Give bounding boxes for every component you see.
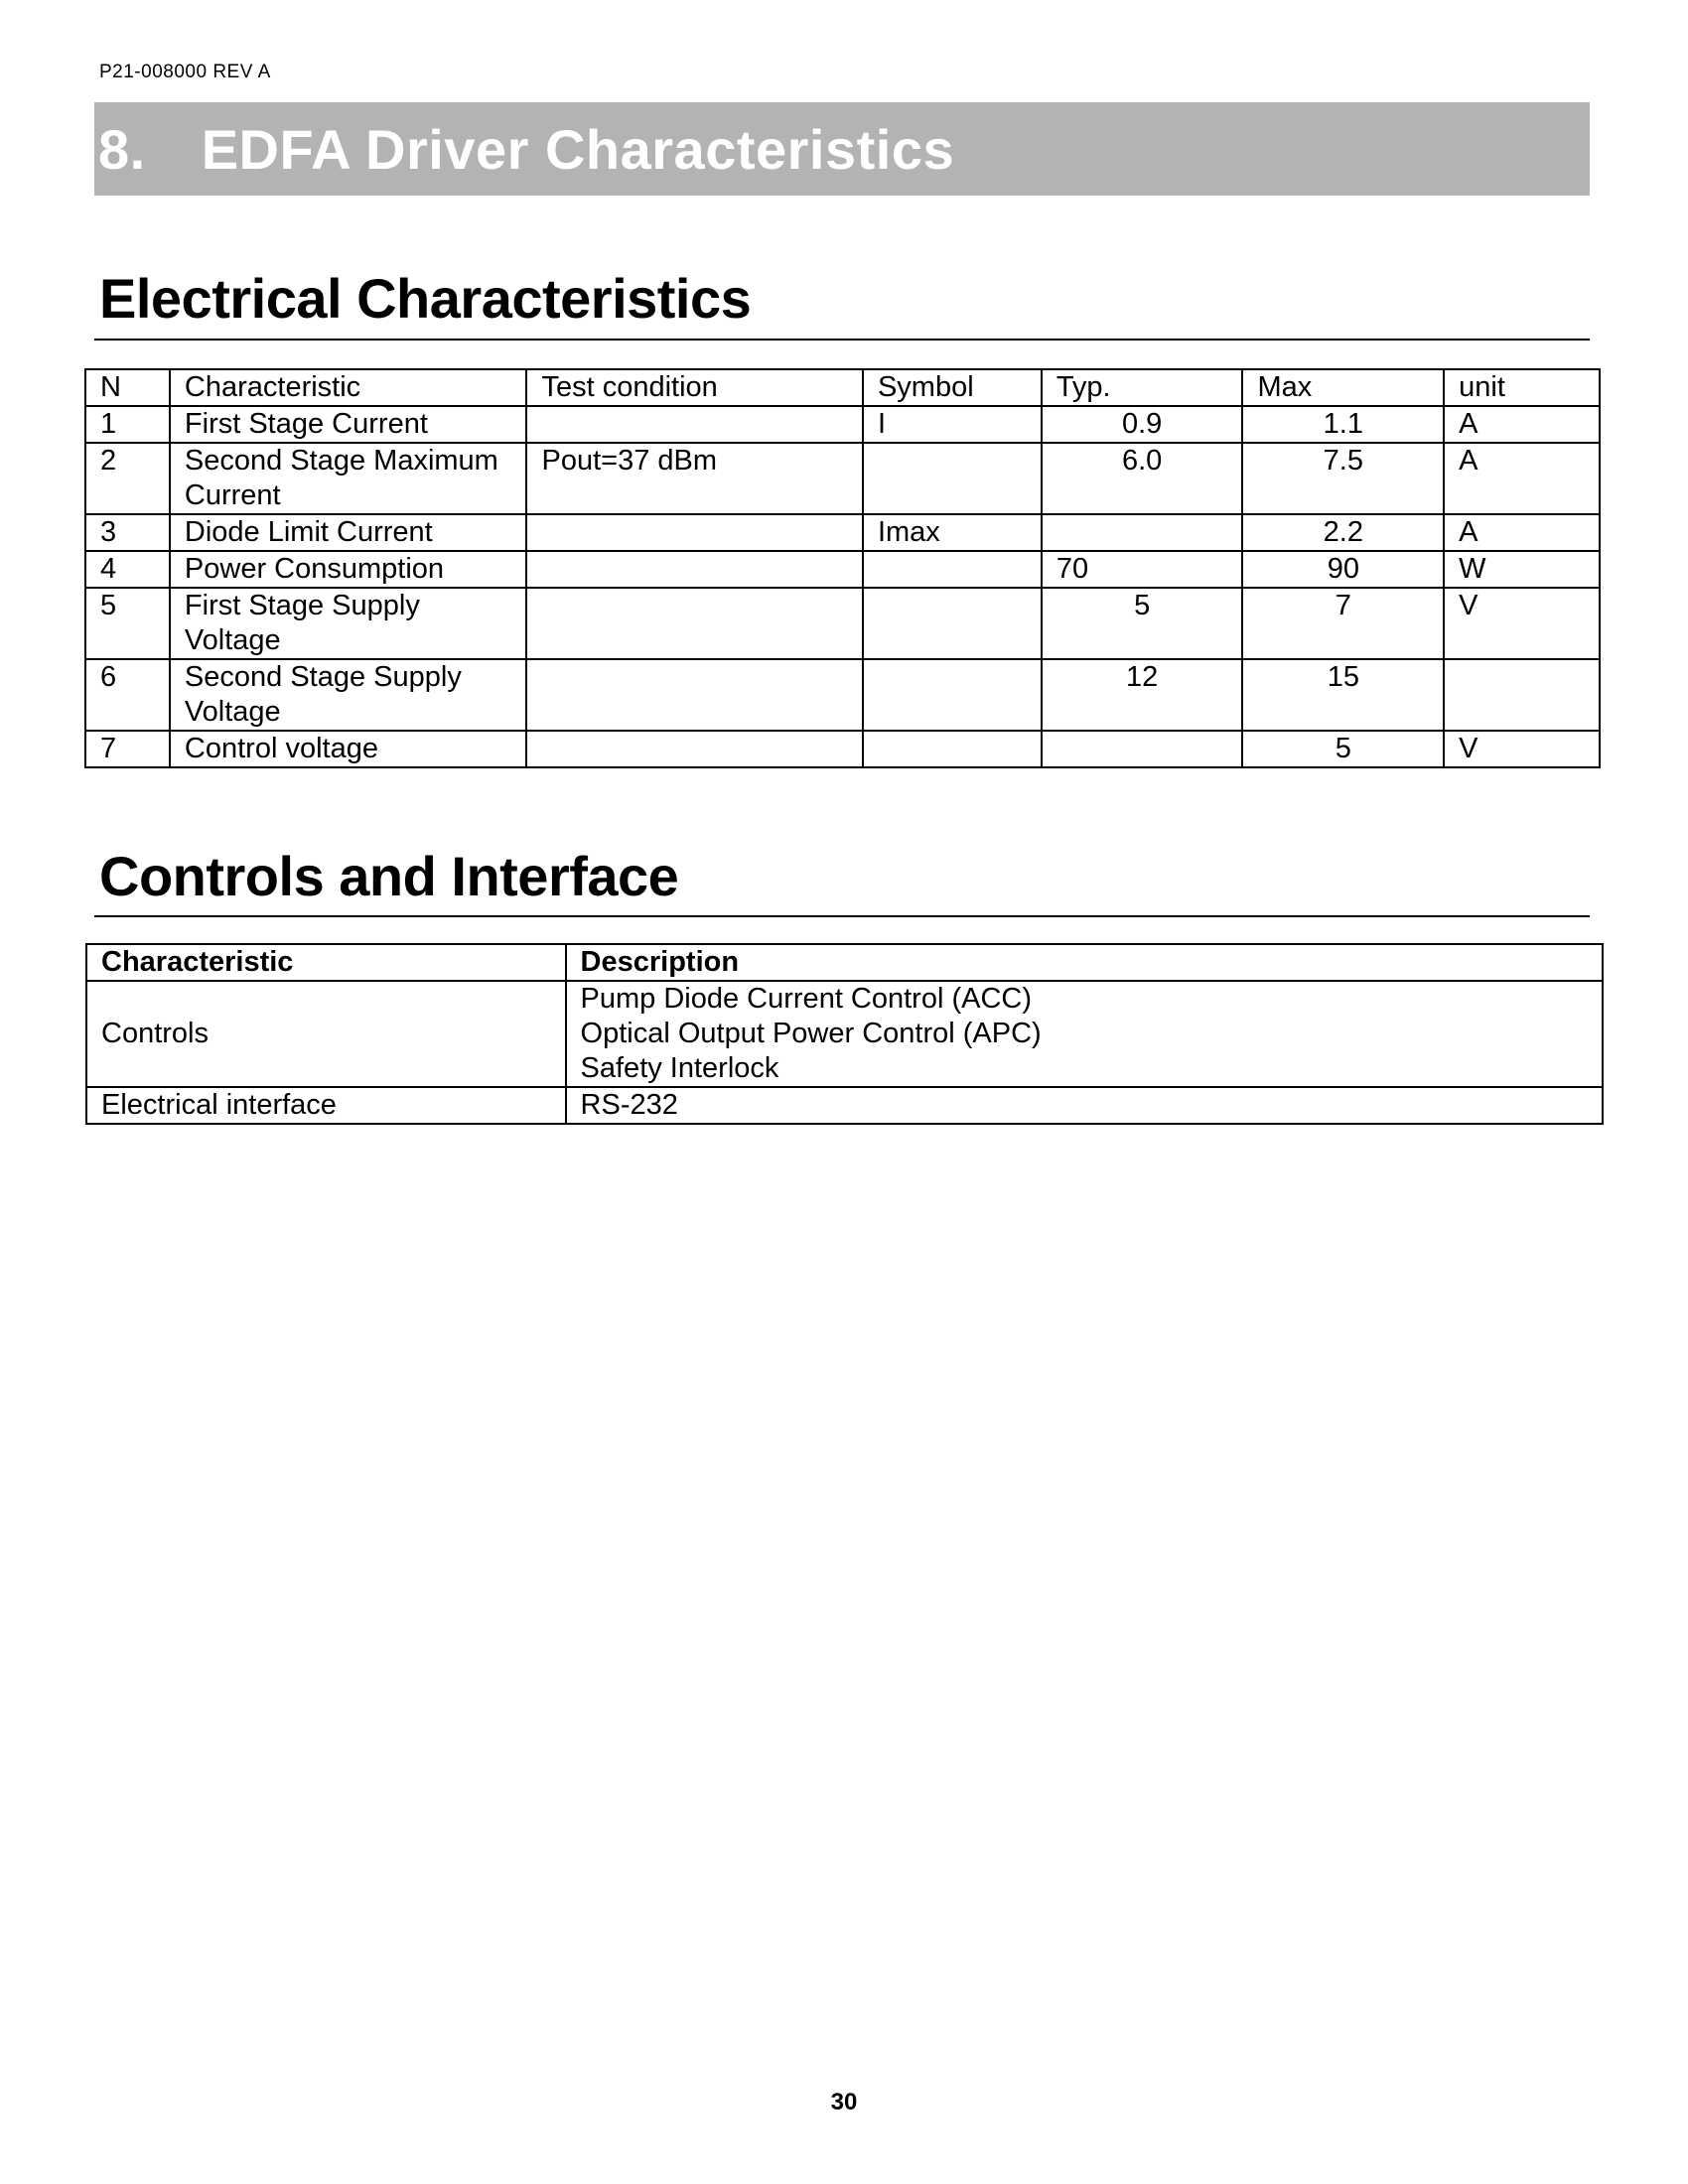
cell-characteristic: First Stage Current	[170, 406, 527, 443]
cell-n: 6	[85, 659, 170, 731]
cell-unit: V	[1444, 588, 1600, 659]
table-row	[85, 406, 1600, 443]
table-row	[86, 1087, 1603, 1124]
column-header: Description	[566, 944, 1603, 981]
cell-n: 2	[85, 443, 170, 514]
cell-test-condition	[526, 731, 862, 767]
cell-typ	[1042, 731, 1243, 767]
description-line: RS-232	[580, 1089, 678, 1121]
electrical-title-rule	[94, 339, 1590, 341]
cell-n: 5	[85, 588, 170, 659]
cell-characteristic: First Stage Supply Voltage	[170, 588, 527, 659]
controls-interface-table	[85, 943, 1604, 1125]
electrical-section-title: Electrical Characteristics	[99, 267, 752, 330]
page-number: 30	[830, 2089, 858, 2116]
cell-characteristic: Diode Limit Current	[170, 514, 527, 551]
document-id: P21-008000 REV A	[99, 62, 271, 82]
cell-n: 1	[85, 406, 170, 443]
column-header: Characteristic	[170, 369, 527, 406]
cell-unit: A	[1444, 443, 1600, 514]
cell-typ: 5	[1042, 588, 1243, 659]
cell-n: 4	[85, 551, 170, 588]
cell-test-condition	[526, 588, 862, 659]
cell-max: 1.1	[1242, 406, 1444, 443]
cell-n: 3	[85, 514, 170, 551]
table-row	[85, 659, 1600, 731]
cell-test-condition	[526, 551, 862, 588]
table-row	[85, 514, 1600, 551]
cell-test-condition	[526, 406, 862, 443]
cell-test-condition	[526, 659, 862, 731]
cell-typ: 0.9	[1042, 406, 1243, 443]
controls-title-rule	[94, 915, 1590, 917]
chapter-title: EDFA Driver Characteristics	[201, 117, 955, 181]
description-line: Optical Output Power Control (APC)	[580, 1018, 1042, 1049]
cell-unit: V	[1444, 731, 1600, 767]
cell-characteristic: Second Stage Supply Voltage	[170, 659, 527, 731]
table-row	[85, 443, 1600, 514]
cell-description	[566, 1087, 1603, 1124]
column-header: Max	[1242, 369, 1444, 406]
column-header: Characteristic	[86, 944, 566, 981]
chapter-banner	[94, 102, 1590, 196]
cell-symbol	[863, 551, 1042, 588]
cell-characteristic: Electrical interface	[86, 1087, 566, 1124]
cell-max: 90	[1242, 551, 1444, 588]
cell-symbol	[863, 588, 1042, 659]
description-line: Pump Diode Current Control (ACC)	[580, 983, 1033, 1015]
column-header: unit	[1444, 369, 1600, 406]
description-line: Safety Interlock	[580, 1052, 779, 1084]
controls-section-title: Controls and Interface	[99, 845, 679, 907]
table-row	[86, 981, 1603, 1087]
column-header: N	[85, 369, 170, 406]
cell-max: 7.5	[1242, 443, 1444, 514]
cell-symbol	[863, 659, 1042, 731]
column-header: Test condition	[526, 369, 862, 406]
cell-symbol	[863, 731, 1042, 767]
cell-unit: A	[1444, 514, 1600, 551]
cell-test-condition: Pout=37 dBm	[526, 443, 862, 514]
table-row	[85, 731, 1600, 767]
cell-characteristic: Second Stage Maximum Current	[170, 443, 527, 514]
cell-unit: W	[1444, 551, 1600, 588]
table-header-row	[86, 944, 1603, 981]
cell-max: 15	[1242, 659, 1444, 731]
cell-unit: A	[1444, 406, 1600, 443]
cell-test-condition	[526, 514, 862, 551]
column-header: Symbol	[863, 369, 1042, 406]
cell-n: 7	[85, 731, 170, 767]
column-header: Typ.	[1042, 369, 1243, 406]
cell-typ: 70	[1042, 551, 1243, 588]
table-row	[85, 551, 1600, 588]
cell-characteristic: Power Consumption	[170, 551, 527, 588]
cell-symbol	[863, 443, 1042, 514]
cell-typ: 12	[1042, 659, 1243, 731]
electrical-characteristics-table	[84, 368, 1601, 768]
cell-symbol: Imax	[863, 514, 1042, 551]
table-row	[85, 588, 1600, 659]
cell-max: 5	[1242, 731, 1444, 767]
cell-characteristic: Control voltage	[170, 731, 527, 767]
cell-typ: 6.0	[1042, 443, 1243, 514]
table-header-row	[85, 369, 1600, 406]
chapter-number: 8.	[98, 117, 146, 181]
cell-symbol: I	[863, 406, 1042, 443]
cell-characteristic: Controls	[86, 981, 566, 1087]
cell-description	[566, 981, 1603, 1087]
cell-max: 7	[1242, 588, 1444, 659]
cell-unit	[1444, 659, 1600, 731]
cell-typ	[1042, 514, 1243, 551]
cell-max: 2.2	[1242, 514, 1444, 551]
